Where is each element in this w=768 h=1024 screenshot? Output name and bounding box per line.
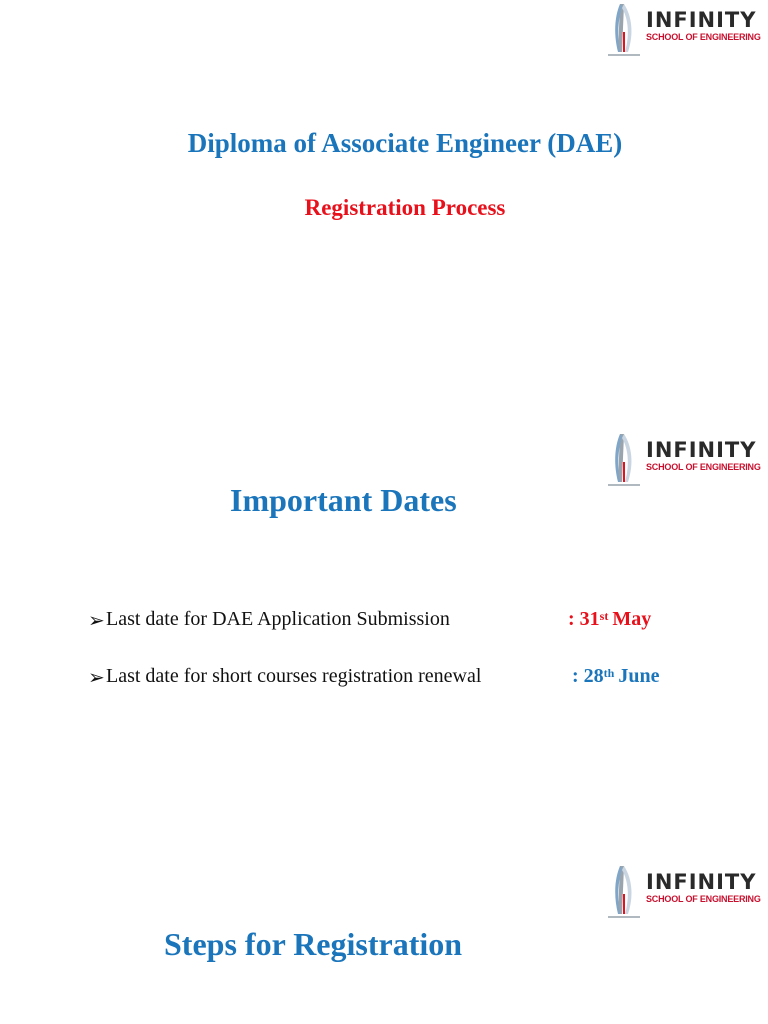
section-title: Steps for Registration [164,926,463,962]
slide-important-dates [0,420,768,840]
date-item [88,608,768,636]
bullet-arrow-icon: ➢ [88,667,105,689]
tower-icon [606,2,642,58]
page-title: Diploma of Associate Engineer (DAE) [187,128,623,158]
logo-name: INFINITY [646,438,757,462]
tower-icon [606,432,642,488]
logo-subtitle: SCHOOL OF ENGINEERING [646,32,761,42]
logo-name: INFINITY [646,8,757,32]
infinity-logo [606,2,761,60]
tower-icon [606,864,642,920]
section-title: Important Dates [230,482,457,518]
slide-steps [0,840,768,1024]
bullet-arrow-icon: ➢ [88,610,105,632]
date-value: : 31st May [568,608,652,630]
date-value: : 28th June [572,665,660,687]
date-label: Last date for DAE Application Submission [106,608,450,630]
infinity-logo [606,864,761,922]
slide-title [0,0,768,420]
infinity-logo [606,432,761,490]
logo-subtitle: SCHOOL OF ENGINEERING [646,462,761,472]
page-subtitle: Registration Process [304,195,506,220]
date-label: Last date for short courses registration renewal [106,665,482,687]
date-item [88,665,768,693]
logo-subtitle: SCHOOL OF ENGINEERING [646,894,761,904]
logo-name: INFINITY [646,870,757,894]
